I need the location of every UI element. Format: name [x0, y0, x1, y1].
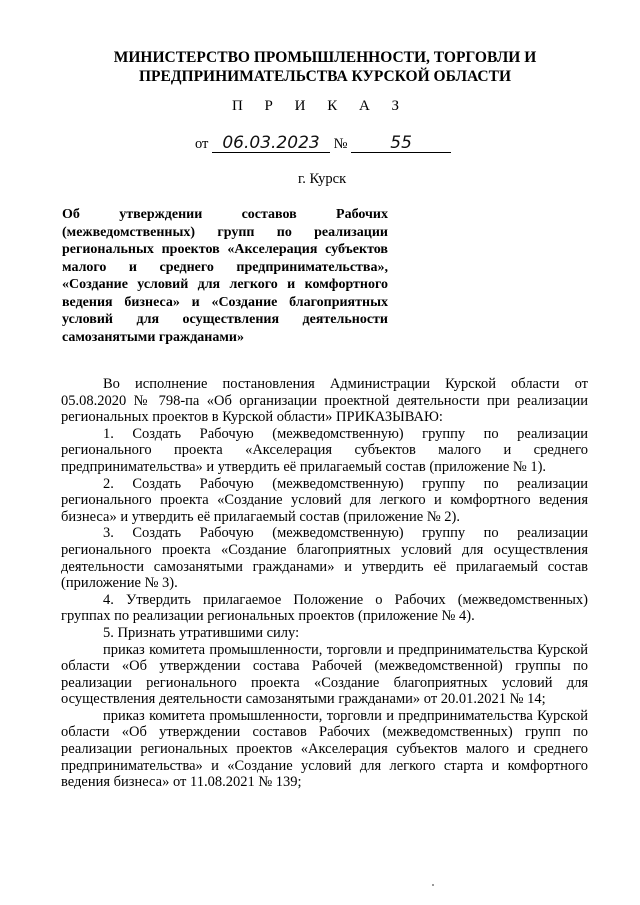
city: г. Курск: [298, 171, 347, 187]
body-paragraph: 2. Создать Рабочую (межведомственную) группу по реализации регионального проекта «Создание условий для легкого и комфортного ведения бизнеса» и утвердить её прилагаемый состав (приложение № 2).: [61, 475, 588, 525]
body-paragraph: приказ комитета промышленности, торговли и предпринимательства Курской области «Об утверждении состава Рабочей (межведомственной) группы по реализации регионального проекта «Создание благоприятных условий для осуществления деятельности самозанятыми гражданами» от 20.01.2021 № 14;: [61, 641, 588, 708]
order-date-number-line: [195, 134, 451, 153]
header-line-2: ПРЕДПРИНИМАТЕЛЬСТВА КУРСКОЙ ОБЛАСТИ: [139, 68, 511, 85]
body-paragraph: 4. Утвердить прилагаемое Положение о Рабочих (межведомственных) группах по реализации региональных проектов (приложение № 4).: [61, 591, 588, 625]
from-label: от: [195, 136, 209, 152]
order-body: [61, 376, 588, 791]
order-subject: Об утверждении составов Рабочих (межведомственных) групп по реализации региональных проектов «Акселерация субъектов малого и среднего предпринимательства», «Создание условий для легкого и комфортного ведения бизнеса» и «Создание благоприятных условий для осуществления деятельности самозанятыми гражданами»: [62, 207, 388, 345]
scan-speck: [432, 884, 434, 886]
document-type: П Р И К А З: [231, 98, 409, 114]
body-paragraph: 3. Создать Рабочую (межведомственную) группу по реализации регионального проекта «Создание благоприятных условий для осуществления деятельности самозанятыми гражданами» и утвердить её прилагаемый состав (приложение № 3).: [61, 525, 588, 592]
body-paragraph: 1. Создать Рабочую (межведомственную) группу по реализации регионального проекта «Акселерация субъектов малого и среднего предпринимательства» и утвердить её прилагаемый состав (приложение № 1).: [61, 425, 588, 475]
order-date: 06.03.2023: [212, 134, 330, 153]
order-number: 55: [351, 134, 451, 153]
number-label: №: [333, 136, 348, 152]
body-paragraph: Во исполнение постановления Администрации Курской области от 05.08.2020 № 798-па «Об организации проектной деятельности при реализации региональных проектов в Курской области» ПРИКАЗЫВАЮ:: [61, 376, 588, 426]
header-line-1: МИНИСТЕРСТВО ПРОМЫШЛЕННОСТИ, ТОРГОВЛИ И: [113, 49, 537, 66]
body-paragraph: приказ комитета промышленности, торговли и предпринимательства Курской области «Об утверждении составов Рабочих (межведомственных) групп по реализации региональных проектов «Акселерация субъектов малого и среднего предпринимательства» и «Создание условий для легкого старта и комфортного ведения бизнеса» от 11.08.2021 № 139;: [61, 707, 588, 791]
body-paragraph: 5. Признать утратившими силу:: [103, 624, 300, 641]
ministry-header: [60, 48, 590, 86]
